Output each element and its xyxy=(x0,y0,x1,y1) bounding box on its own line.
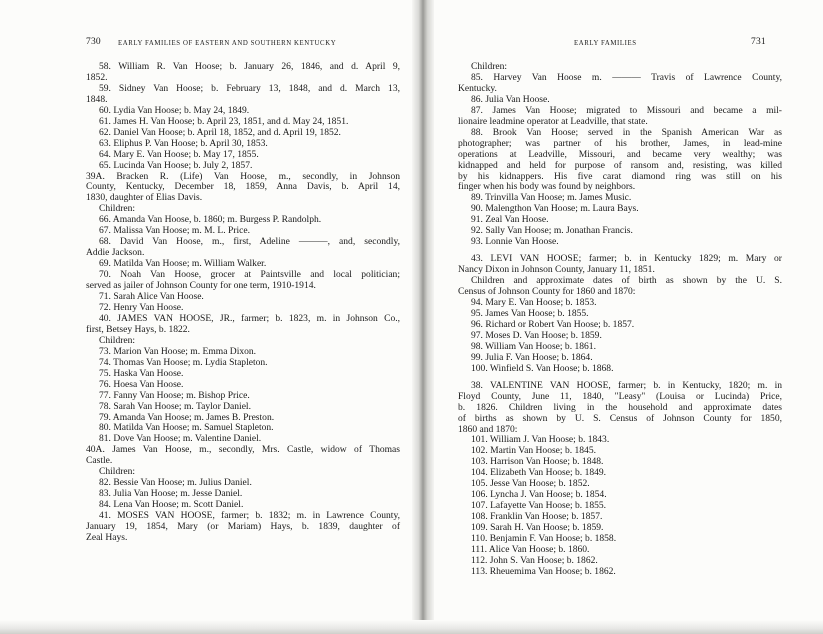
text-line: 41. MOSES VAN HOOSE, farmer; b. 1832; m. in Lawrence County, xyxy=(99,510,400,522)
text-line: 108. Franklin Van Hoose; b. 1857. xyxy=(471,511,603,523)
running-head: EARLY FAMILIES xyxy=(574,40,637,47)
text-line: 66. Amanda Van Hoose, b. 1860; m. Burgess P. Randolph. xyxy=(99,214,322,226)
text-line: 72. Henry Van Hoose. xyxy=(99,301,184,313)
page-edge xyxy=(0,620,823,634)
text-line: Children: xyxy=(99,334,136,346)
book-gutter xyxy=(412,0,434,634)
text-line: 60. Lydia Van Hoose; b. May 24, 1849. xyxy=(99,104,250,116)
text-line: Kentucky. xyxy=(458,82,497,94)
text-line: 77. Fanny Van Hoose; m. Bishop Price. xyxy=(99,389,250,401)
text-line: photographer; was partner of his brother, James, in lead-mine xyxy=(458,137,782,149)
text-line: 111. Alice Van Hoose; b. 1860. xyxy=(471,543,590,555)
text-line: 65. Lucinda Van Hoose; b. July 2, 1857. xyxy=(99,159,253,171)
right-page xyxy=(432,0,823,634)
text-line: 103. Harrison Van Hoose; b. 1848. xyxy=(471,456,604,468)
text-line: finger when his body was found by neighbors. xyxy=(458,181,636,193)
text-line: 110. Benjamin F. Van Hoose; b. 1858. xyxy=(471,533,617,545)
text-line: 1830, daughter of Elias Davis. xyxy=(86,192,203,204)
text-line: 40. JAMES VAN HOOSE, JR., farmer; b. 1823, m. in Johnson Co., xyxy=(99,312,400,324)
text-line: 63. Eliphus P. Van Hoose; b. April 30, 1853. xyxy=(99,137,268,149)
text-line: 78. Sarah Van Hoose; m. Taylor Daniel. xyxy=(99,400,251,412)
text-line: 90. Malengthon Van Hoose; m. Laura Bays. xyxy=(471,203,639,215)
text-line: Census of Johnson County for 1860 and 1870: xyxy=(458,286,636,298)
text-line: 61. James H. Van Hoose; b. April 23, 1851, and d. May 24, 1851. xyxy=(99,115,349,127)
text-line: Addie Jackson. xyxy=(86,247,145,259)
text-line: 92. Sally Van Hoose; m. Jonathan Francis. xyxy=(471,225,633,237)
text-line: 91. Zeal Van Hoose. xyxy=(471,214,549,226)
text-line: Castle. xyxy=(86,455,113,467)
text-line: 81. Dove Van Hoose; m. Valentine Daniel. xyxy=(99,433,262,445)
text-line: 106. Lyncha J. Van Hoose; b. 1854. xyxy=(471,489,607,501)
text-line: lionaire leadmine operator at Leadville, that state. xyxy=(458,115,648,127)
running-head: EARLY FAMILIES OF EASTERN AND SOUTHERN KENTUCKY xyxy=(118,40,337,47)
text-line: 107. Lafayette Van Hoose; b. 1855. xyxy=(471,500,607,512)
text-line: 109. Sarah H. Van Hoose; b. 1859. xyxy=(471,522,604,534)
text-line: 39A. Bracken R. (Life) Van Hoose, m., secondly, in Johnson xyxy=(86,170,400,182)
text-line: 97. Moses D. Van Hoose; b. 1859. xyxy=(471,329,602,341)
text-line: 94. Mary E. Van Hoose; b. 1853. xyxy=(471,297,597,309)
text-line: 58. William R. Van Hoose; b. January 26, 1846, and d. April 9, xyxy=(99,61,400,72)
text-line: County, Kentucky, December 18, 1859, Anna Davis, b. April 14, xyxy=(86,181,400,193)
text-line: 100. Winfield S. Van Hoose; b. 1868. xyxy=(471,362,614,374)
text-line: 64. Mary E. Van Hoose; b. May 17, 1855. xyxy=(99,148,259,160)
text-line: 89. Trinvilla Van Hoose; m. James Music. xyxy=(471,192,632,204)
text-line: 83. Julia Van Hoose; m. Jesse Daniel. xyxy=(99,488,243,500)
text-line: 96. Richard or Robert Van Hoose; b. 1857. xyxy=(471,318,635,330)
text-line: 1860 and 1870: xyxy=(458,423,518,435)
text-line: 75. Haska Van Hoose. xyxy=(99,367,184,379)
text-line: 105. Jesse Van Hoose; b. 1852. xyxy=(471,478,590,490)
text-line: 70. Noah Van Hoose, grocer at Paintsville and local politician; xyxy=(99,269,400,281)
text-line: 87. James Van Hoose; migrated to Missouri and became a mil- xyxy=(471,104,782,116)
page-number: 730 xyxy=(86,37,101,47)
text-line: 112. John S. Van Hoose; b. 1862. xyxy=(471,554,598,566)
text-line: first, Betsey Hays, b. 1822. xyxy=(86,323,190,335)
text-line: 69. Matilda Van Hoose; m. William Walker. xyxy=(99,258,267,270)
text-line: kidnapped and held for purpose of ransom and, resisting, was killed xyxy=(458,159,782,171)
text-line: operations at Leadville, Missouri, and became very wealthy; was xyxy=(458,148,782,160)
text-line: 68. David Van Hoose, m., first, Adeline ———, and, secondly, xyxy=(99,236,400,248)
text-line: 86. Julia Van Hoose. xyxy=(471,93,550,105)
text-line: 93. Lonnie Van Hoose. xyxy=(471,236,559,248)
text-line: 102. Martin Van Hoose; b. 1845. xyxy=(471,445,596,457)
text-line: 95. James Van Hoose; b. 1855. xyxy=(471,307,589,319)
text-line: 79. Amanda Van Hoose; m. James B. Preston. xyxy=(99,411,275,423)
text-line: 113. Rheuemima Van Hoose; b. 1862. xyxy=(471,565,616,577)
text-line: 76. Hoesa Van Hoose. xyxy=(99,378,184,390)
text-line: 80. Matilda Van Hoose; m. Samuel Stapleton. xyxy=(99,422,274,434)
text-line: 62. Daniel Van Hoose; b. April 18, 1852, and d. April 19, 1852. xyxy=(99,126,341,138)
page-text xyxy=(458,62,782,578)
text-line: Children: xyxy=(471,61,508,72)
text-line: 73. Marion Van Hoose; m. Emma Dixon. xyxy=(99,345,257,357)
text-line: by his kidnappers. His five carat diamond ring was still on his xyxy=(458,170,782,182)
page-number: 731 xyxy=(751,37,766,47)
text-line: 59. Sidney Van Hoose; b. February 13, 1848, and d. March 13, xyxy=(99,82,400,94)
text-line: 85. Harvey Van Hoose m. ——— Travis of Lawrence County, xyxy=(471,71,782,83)
text-line: 40A. James Van Hoose, m., secondly, Mrs. Castle, widow of Thomas xyxy=(86,444,400,456)
text-line: 84. Lena Van Hoose; m. Scott Daniel. xyxy=(99,499,244,511)
text-line: Floyd County, June 11, 1840, "Leasy" (Louisa or Lucinda) Price, xyxy=(458,390,782,402)
page-text xyxy=(86,62,400,544)
text-line: 67. Malissa Van Hoose; m. M. L. Price. xyxy=(99,225,250,237)
text-line: Nancy Dixon in Johnson County, January 11, 1851. xyxy=(458,264,655,276)
text-line: 43. LEVI VAN HOOSE; farmer; b. in Kentucky 1829; m. Mary or xyxy=(471,253,782,265)
text-line: 104. Elizabeth Van Hoose; b. 1849. xyxy=(471,467,607,479)
text-line: 98. William Van Hoose; b. 1861. xyxy=(471,340,596,352)
text-line: 88. Brook Van Hoose; served in the Spanish American War as xyxy=(471,126,782,138)
text-line: Children and approximate dates of birth as shown by the U. S. xyxy=(471,275,782,287)
text-line: Zeal Hays. xyxy=(86,531,128,543)
text-line: 1852. xyxy=(86,71,108,83)
text-line: 71. Sarah Alice Van Hoose. xyxy=(99,291,204,303)
text-line: served as jailer of Johnson County for one term, 1910-1914. xyxy=(86,280,316,292)
text-line: 38. VALENTINE VAN HOOSE, farmer; b. in Kentucky, 1820; m. in xyxy=(471,379,782,391)
text-line: 99. Julia F. Van Hoose; b. 1864. xyxy=(471,351,593,363)
text-line: 82. Bessie Van Hoose; m. Julius Daniel. xyxy=(99,477,252,489)
text-line: 101. William J. Van Hoose; b. 1843. xyxy=(471,434,610,446)
text-line: of births as shown by U. S. Census of Johnson County for 1850, xyxy=(458,412,782,424)
text-line: Children: xyxy=(99,466,136,478)
text-line: 74. Thomas Van Hoose; m. Lydia Stapleton. xyxy=(99,356,268,368)
text-line: b. 1826. Children living in the household and approximate dates xyxy=(458,401,782,413)
text-line: 1848. xyxy=(86,93,108,105)
text-line: Children: xyxy=(99,203,136,215)
text-line: January 19, 1854, Mary (or Mariam) Hays, b. 1839, daughter of xyxy=(86,521,400,533)
